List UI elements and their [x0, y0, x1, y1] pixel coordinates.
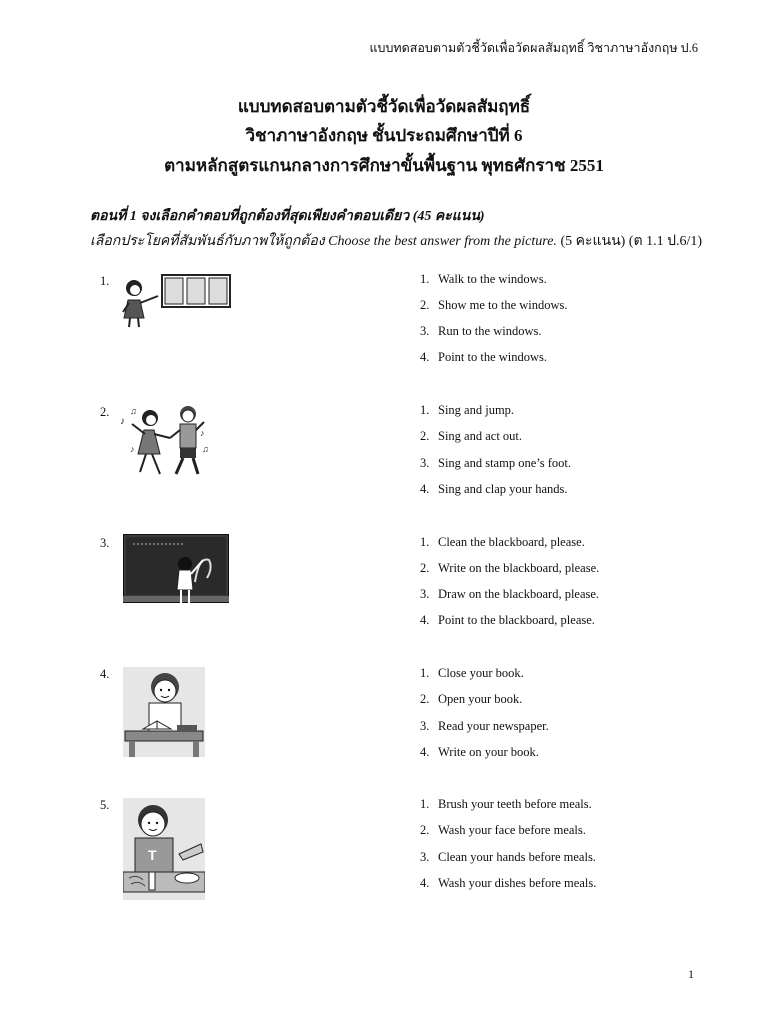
choice-text: Wash your face before meals.	[438, 823, 586, 837]
instruction	[90, 230, 702, 252]
svg-text:♫: ♫	[130, 406, 137, 416]
choice-number: 3.	[420, 324, 430, 338]
instruction-english: Choose the best answer from the picture.	[328, 234, 557, 249]
choice-number: 3.	[420, 587, 430, 601]
choice-number: 4.	[420, 876, 430, 890]
choice-text: Write on your book.	[438, 745, 539, 759]
q4-choice-4[interactable]	[420, 745, 539, 760]
q1-choice-1[interactable]	[420, 272, 547, 287]
choice-text: Sing and act out.	[438, 429, 523, 443]
choice-number: 2.	[420, 561, 430, 575]
choice-text: Brush your teeth before meals.	[438, 797, 592, 811]
q2-choice-1[interactable]	[420, 403, 514, 418]
choice-text: Clean the blackboard, please.	[438, 535, 585, 549]
boy-opening-book-image	[123, 667, 205, 757]
instruction-thai: เลือกประโยคที่สัมพันธ์กับภาพให้ถูกต้อง	[90, 234, 325, 249]
choice-number: 1.	[420, 797, 430, 811]
choice-number: 2.	[420, 429, 430, 443]
q3-choice-4[interactable]	[420, 613, 595, 628]
q4-choice-1[interactable]	[420, 666, 524, 681]
girl-writing-blackboard-image	[123, 534, 229, 610]
question-number-2: 2.	[100, 405, 110, 419]
choice-text: Open your book.	[438, 692, 523, 706]
part-heading: ตอนที่ 1 จงเลือกคำตอบที่ถูกต้องที่สุดเพียงคำตอบเดียว (45 คะแนน)	[90, 209, 485, 224]
choice-number: 4.	[420, 350, 430, 364]
choice-number: 3.	[420, 719, 430, 733]
q5-choice-3[interactable]	[420, 850, 596, 865]
svg-text:♪: ♪	[130, 444, 135, 454]
q5-choice-2[interactable]	[420, 823, 586, 838]
choice-number: 1.	[420, 666, 430, 680]
title-line-1: แบบทดสอบตามตัวชี้วัดเพื่อวัดผลสัมฤทธิ์	[237, 97, 531, 116]
choice-number: 2.	[420, 692, 430, 706]
svg-text:♫: ♫	[202, 444, 209, 454]
q4-choice-2[interactable]	[420, 692, 522, 707]
title-line-2: วิชาภาษาอังกฤษ ชั้นประถมศึกษาปีที่ 6	[245, 126, 523, 145]
choice-text: Run to the windows.	[438, 324, 542, 338]
choice-number: 3.	[420, 850, 430, 864]
choice-number: 1.	[420, 403, 430, 417]
q1-choice-3[interactable]	[420, 324, 541, 339]
choice-text: Show me to the windows.	[438, 298, 568, 312]
choice-text: Sing and clap your hands.	[438, 482, 568, 496]
choice-text: Point to the blackboard, please.	[438, 613, 595, 627]
choice-text: Wash your dishes before meals.	[438, 876, 597, 890]
choice-number: 4.	[420, 482, 430, 496]
title-line-3: ตามหลักสูตรแกนกลางการศึกษาขั้นพื้นฐาน พุทธศักราช 2551	[164, 156, 604, 175]
choice-text: Draw on the blackboard, please.	[438, 587, 600, 601]
choice-number: 3.	[420, 456, 430, 470]
choice-text: Walk to the windows.	[438, 272, 547, 286]
q2-choice-3[interactable]	[420, 456, 571, 471]
choice-text: Sing and stamp one’s foot.	[438, 456, 571, 470]
choice-text: Read your newspaper.	[438, 719, 549, 733]
choice-text: Write on the blackboard, please.	[438, 561, 600, 575]
choice-text: Clean your hands before meals.	[438, 850, 596, 864]
q5-choice-1[interactable]	[420, 797, 592, 812]
svg-text:♪: ♪	[120, 416, 125, 427]
instruction-suffix: (5 คะแนน) (ต 1.1 ป.6/1)	[560, 234, 703, 249]
choice-number: 2.	[420, 823, 430, 837]
q1-choice-4[interactable]	[420, 350, 547, 365]
q4-choice-3[interactable]	[420, 719, 549, 734]
children-dancing-image	[118, 402, 210, 480]
q3-choice-2[interactable]	[420, 561, 599, 576]
svg-text:♪: ♪	[200, 428, 205, 438]
question-number-4: 4.	[100, 667, 110, 681]
running-header: แบบทดสอบตามตัวชี้วัดเพื่อวัดผลสัมฤทธิ์ วิชาภาษาอังกฤษ ป.6	[369, 41, 698, 55]
choice-number: 1.	[420, 272, 430, 286]
choice-number: 1.	[420, 535, 430, 549]
question-number-5: 5.	[100, 798, 110, 812]
q2-choice-2[interactable]	[420, 429, 522, 444]
choice-text: Close your book.	[438, 666, 524, 680]
question-number-3: 3.	[100, 536, 110, 550]
q1-choice-2[interactable]	[420, 298, 568, 313]
girl-pointing-windows-image	[120, 272, 232, 330]
q3-choice-3[interactable]	[420, 587, 599, 602]
choice-number: 4.	[420, 745, 430, 759]
choice-text: Point to the windows.	[438, 350, 548, 364]
q2-choice-4[interactable]	[420, 482, 568, 497]
svg-text:T: T	[148, 847, 157, 863]
page-number: 1	[688, 967, 694, 981]
q3-choice-1[interactable]	[420, 535, 585, 550]
choice-number: 2.	[420, 298, 430, 312]
boy-washing-hands-image	[123, 798, 205, 900]
choice-number: 4.	[420, 613, 430, 627]
q5-choice-4[interactable]	[420, 876, 596, 891]
question-number-1: 1.	[100, 274, 110, 288]
choice-text: Sing and jump.	[438, 403, 515, 417]
